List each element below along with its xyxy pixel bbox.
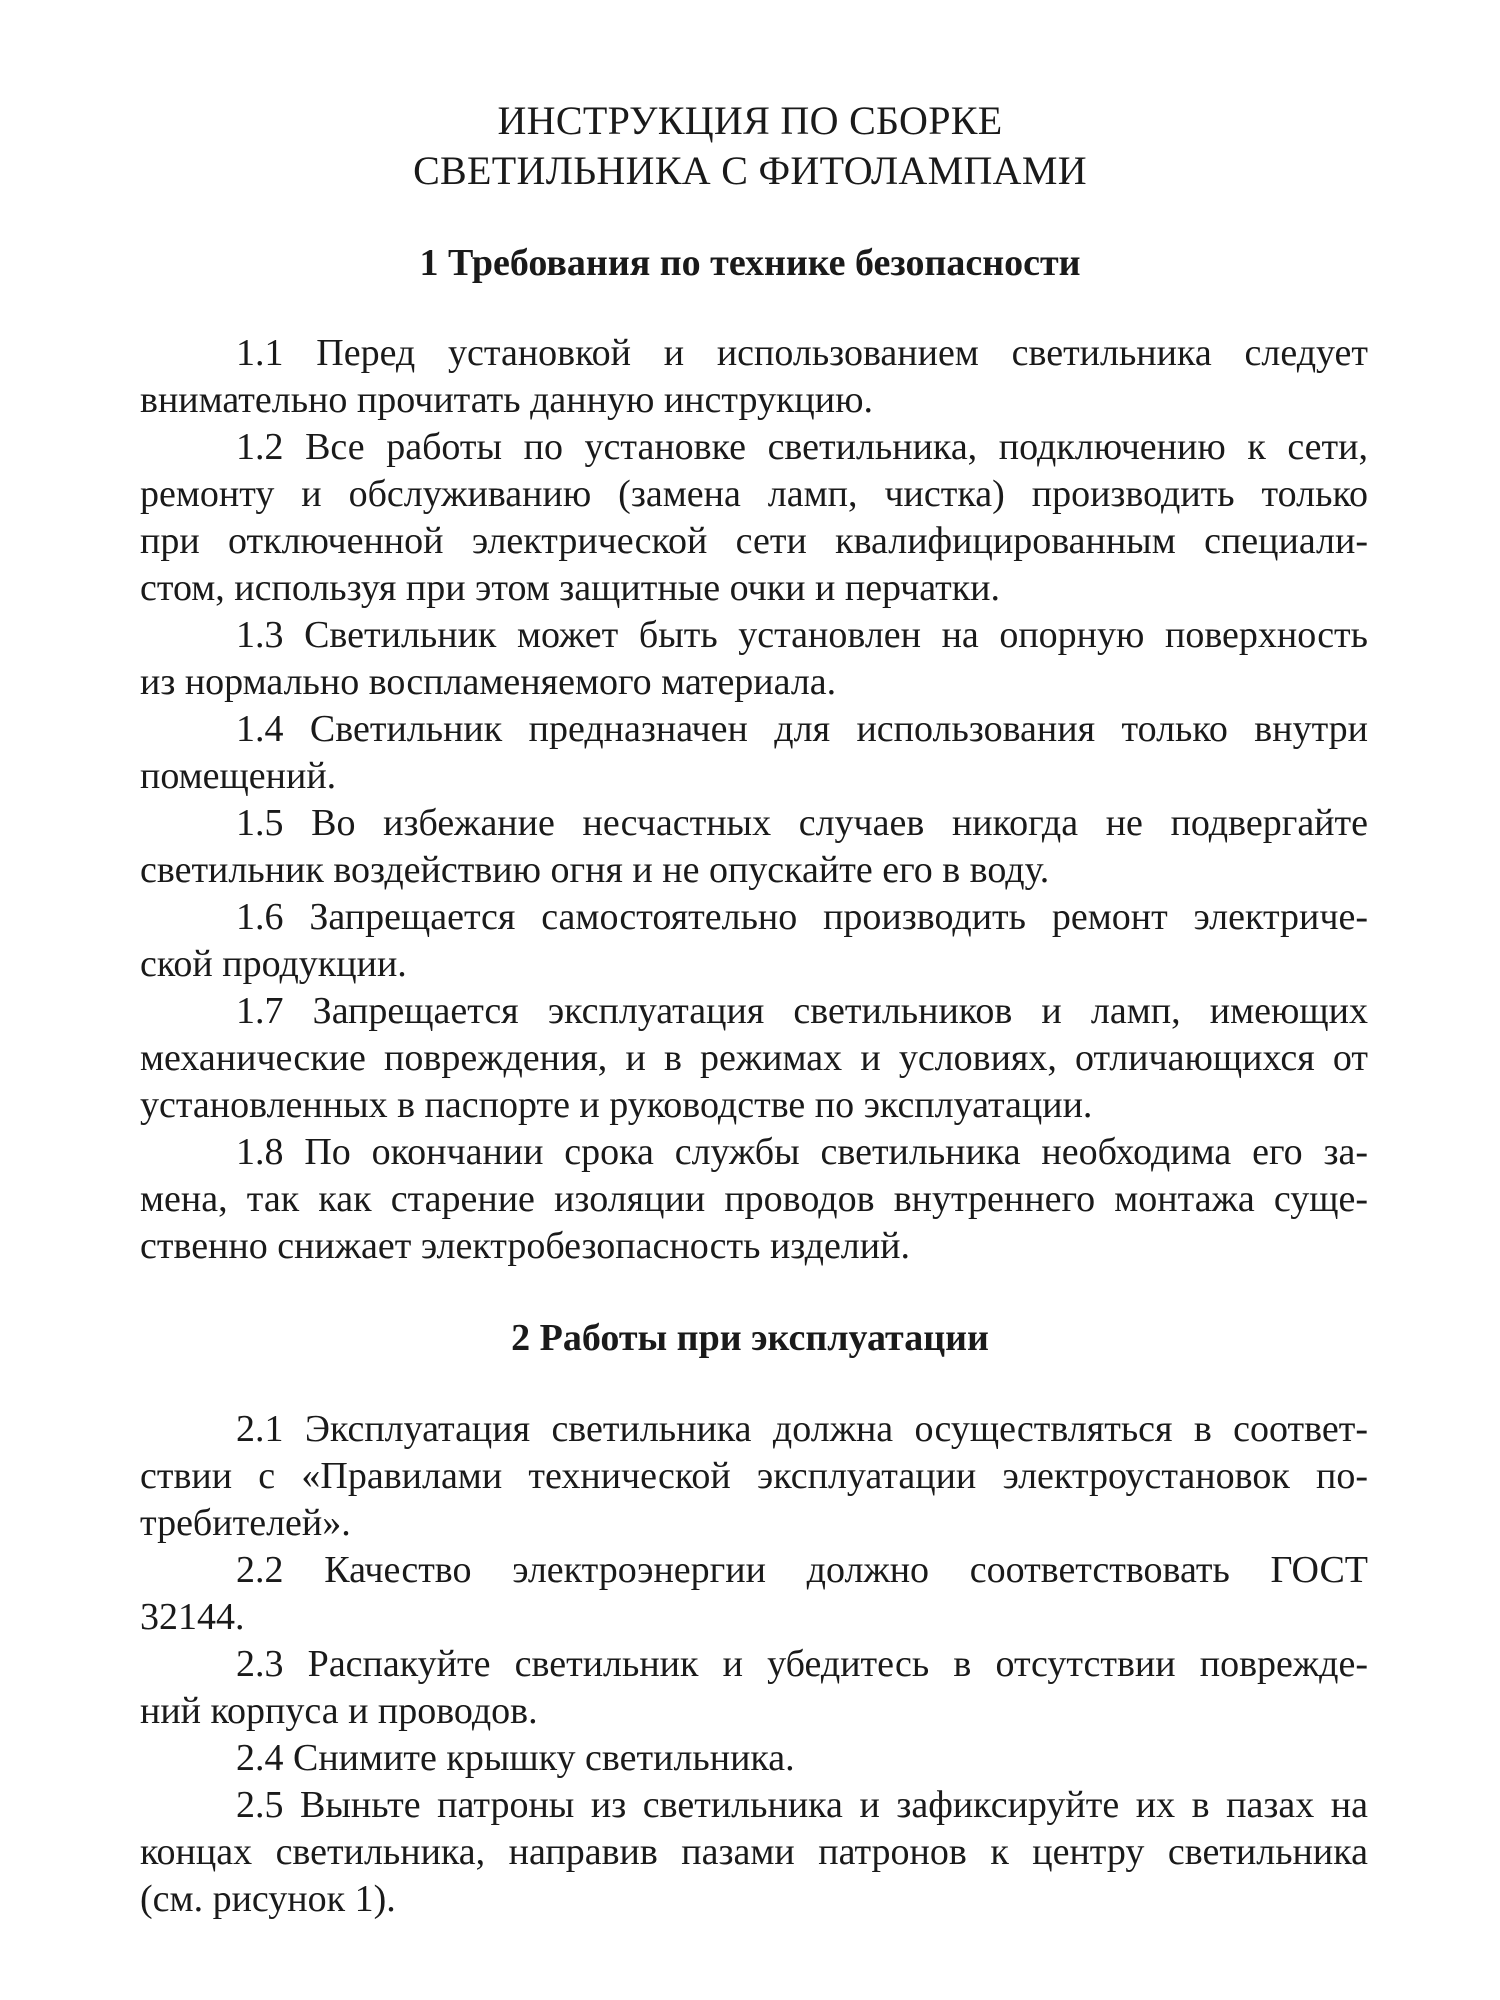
text-line: 2.5 Выньте патроны из светильника и зафиксируйте их в пазах на bbox=[236, 1784, 1368, 1826]
paragraph-1-6 bbox=[140, 894, 1368, 988]
text-line: 1.5 Во избежание несчастных случаев никогда не подвергайте bbox=[236, 802, 1368, 844]
text-line: 1.3 Светильник может быть установлен на опорную поверхность bbox=[236, 614, 1368, 656]
paragraph-2-3 bbox=[140, 1641, 1368, 1735]
text-line: ской продукции. bbox=[140, 943, 407, 985]
text-line: из нормально воспламеняемого материала. bbox=[140, 661, 837, 703]
document-title bbox=[0, 96, 1500, 196]
paragraph-1-7 bbox=[140, 988, 1368, 1129]
text-line: ний корпуса и проводов. bbox=[140, 1690, 538, 1732]
text-line: 1.2 Все работы по установке светильника, подключению к сети, bbox=[236, 426, 1368, 468]
text-line: внимательно прочитать данную инструкцию. bbox=[140, 379, 873, 421]
text-line: ремонту и обслуживанию (замена ламп, чистка) производить только bbox=[140, 473, 1368, 515]
text-line: 1.4 Светильник предназначен для использования только внутри bbox=[236, 708, 1368, 750]
text-line: требителей». bbox=[140, 1502, 351, 1544]
text-line: светильник воздействию огня и не опускайте его в воду. bbox=[140, 849, 1050, 891]
paragraph-1-5 bbox=[140, 800, 1368, 894]
text-line: (см. рисунок 1). bbox=[140, 1878, 396, 1920]
document-title-line: СВЕТИЛЬНИКА С ФИТОЛАМПАМИ bbox=[413, 148, 1087, 193]
text-line: помещений. bbox=[140, 755, 337, 797]
text-line: установленных в паспорте и руководстве по эксплуатации. bbox=[140, 1084, 1093, 1126]
section-heading-safety: 1 Требования по технике безопасности bbox=[419, 242, 1081, 284]
text-line: 2.3 Распакуйте светильник и убедитесь в отсутствии поврежде- bbox=[236, 1643, 1368, 1685]
text-line: 2.2 Качество электроэнергии должно соответствовать ГОСТ bbox=[236, 1549, 1368, 1591]
text-line: ствии с «Правилами технической эксплуатации электроустановок по- bbox=[140, 1455, 1368, 1497]
paragraph-2-1 bbox=[140, 1406, 1368, 1547]
text-line: стом, используя при этом защитные очки и перчатки. bbox=[140, 567, 1001, 609]
text-line: при отключенной электрической сети квалифицированным специали- bbox=[140, 520, 1368, 562]
paragraph-2-5 bbox=[140, 1782, 1368, 1923]
paragraph-1-4 bbox=[140, 706, 1368, 800]
paragraph-1-3 bbox=[140, 612, 1368, 706]
text-line: 32144. bbox=[140, 1596, 245, 1638]
text-line: 2.1 Эксплуатация светильника должна осуществляться в соответ- bbox=[236, 1408, 1368, 1450]
text-line: ственно снижает электробезопасность изделий. bbox=[140, 1225, 910, 1267]
section-heading-operation: 2 Работы при эксплуатации bbox=[511, 1317, 989, 1359]
paragraph-1-1 bbox=[140, 330, 1368, 424]
paragraph-2-2 bbox=[140, 1547, 1368, 1641]
text-line: 1.8 По окончании срока службы светильника необходима его за- bbox=[236, 1131, 1368, 1173]
document-title-line: ИНСТРУКЦИЯ ПО СБОРКЕ bbox=[497, 98, 1003, 143]
text-line: мена, так как старение изоляции проводов внутреннего монтажа суще- bbox=[140, 1178, 1368, 1220]
text-line: 1.7 Запрещается эксплуатация светильников и ламп, имеющих bbox=[236, 990, 1368, 1032]
paragraph-1-8 bbox=[140, 1129, 1368, 1270]
text-line: концах светильника, направив пазами патронов к центру светильника bbox=[140, 1831, 1368, 1873]
text-line: 1.6 Запрещается самостоятельно производить ремонт электриче- bbox=[236, 896, 1368, 938]
paragraph-1-2 bbox=[140, 424, 1368, 612]
text-line: механические повреждения, и в режимах и условиях, отличающихся от bbox=[140, 1037, 1368, 1079]
text-line: 2.4 Снимите крышку светильника. bbox=[236, 1737, 795, 1779]
text-line: 1.1 Перед установкой и использованием светильника следует bbox=[236, 332, 1368, 374]
paragraph-2-4 bbox=[140, 1735, 1368, 1782]
